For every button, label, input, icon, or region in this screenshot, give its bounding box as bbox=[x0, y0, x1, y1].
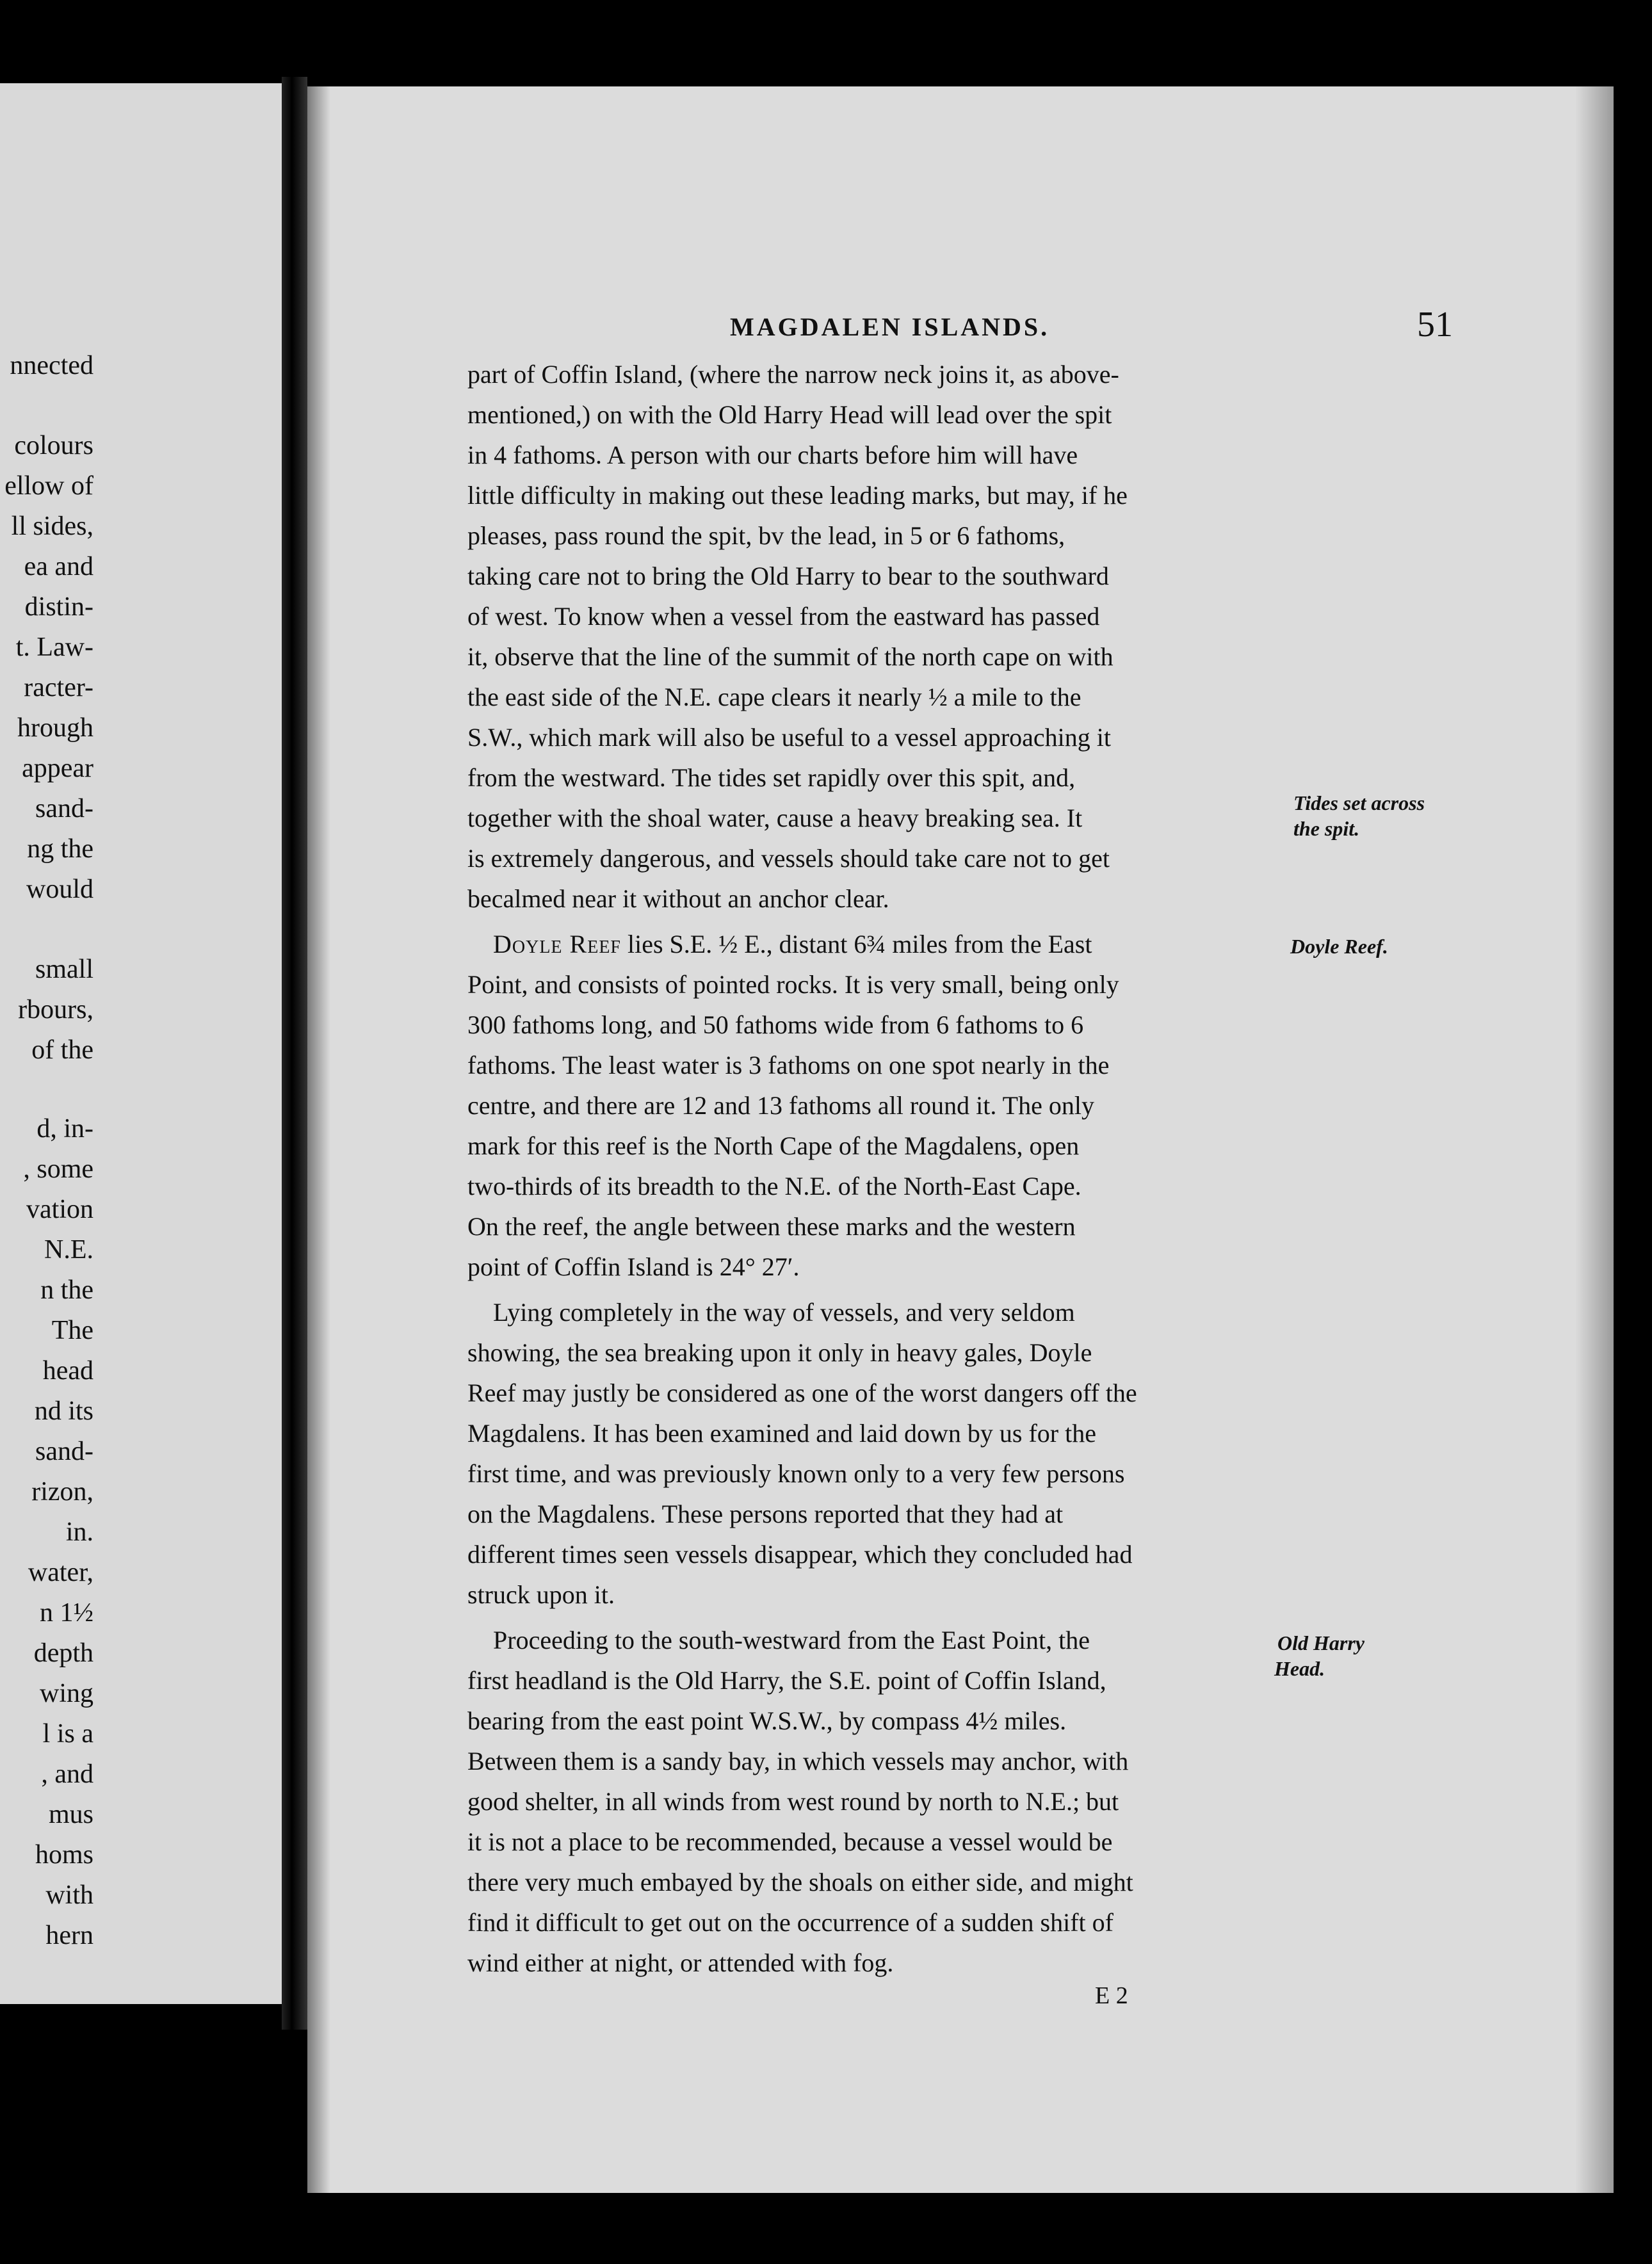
text-line: find it difficult to get out on the occurrence of a sudden shift of bbox=[467, 1908, 1113, 1937]
left-fragment: sand- bbox=[35, 794, 93, 823]
left-fragment: rizon, bbox=[31, 1477, 93, 1507]
book-gutter bbox=[282, 77, 307, 2030]
left-fragment: l is a bbox=[42, 1719, 93, 1749]
left-fragment: ellow of bbox=[4, 471, 93, 501]
left-fragment: racter- bbox=[24, 673, 93, 702]
text-line: first time, and was previously known only to a very few persons bbox=[467, 1459, 1125, 1488]
text-line: little difficulty in making out these leading marks, but may, if he bbox=[467, 481, 1128, 510]
text-line: Reef may justly be considered as one of the worst dangers off the bbox=[467, 1379, 1137, 1407]
left-fragment: ll sides, bbox=[11, 512, 93, 541]
paragraph-first-line bbox=[493, 932, 1092, 957]
left-fragment: of the bbox=[31, 1035, 93, 1065]
left-fragment: ea and bbox=[24, 552, 93, 581]
left-fragment: hrough bbox=[17, 713, 93, 743]
margin-note-tides-cont: the spit. bbox=[1293, 817, 1360, 840]
text-line: Between them is a sandy bay, in which vessels may anchor, with bbox=[467, 1747, 1129, 1775]
left-fragment: n 1½ bbox=[40, 1598, 93, 1628]
left-fragment: d, in- bbox=[36, 1114, 93, 1144]
left-fragment: depth bbox=[33, 1638, 93, 1668]
text-line: it is not a place to be recommended, because a vessel would be bbox=[467, 1827, 1113, 1856]
text-line: fathoms. The least water is 3 fathoms on one spot nearly in the bbox=[467, 1051, 1110, 1079]
text-line: lies S.E. ½ E., distant 6¾ miles from the East bbox=[628, 930, 1092, 958]
left-fragment: homs bbox=[35, 1840, 93, 1870]
left-fragment: wing bbox=[40, 1679, 93, 1708]
text-line: mentioned,) on with the Old Harry Head will lead over the spit bbox=[467, 400, 1112, 429]
text-line: Point, and consists of pointed rocks. It is very small, being only bbox=[467, 970, 1119, 999]
left-facing-page bbox=[0, 83, 282, 2004]
left-fragment: rbours, bbox=[18, 995, 93, 1024]
margin-note-old-harry: Old Harry bbox=[1277, 1631, 1365, 1654]
left-fragment: vation bbox=[26, 1195, 93, 1224]
left-fragment: mus bbox=[48, 1800, 93, 1829]
left-fragment: small bbox=[35, 955, 93, 984]
left-fragment: , some bbox=[23, 1154, 93, 1184]
margin-note-tides: Tides set across bbox=[1293, 791, 1425, 814]
left-fragment: in. bbox=[65, 1517, 93, 1547]
left-fragment: sand- bbox=[35, 1437, 93, 1466]
text-line: S.W., which mark will also be useful to a vessel approaching it bbox=[467, 723, 1111, 752]
text-line: Lying completely in the way of vessels, and very seldom bbox=[493, 1298, 1075, 1327]
text-line: Magdalens. It has been examined and laid down by us for the bbox=[467, 1419, 1096, 1448]
text-line: is extremely dangerous, and vessels should take care not to get bbox=[467, 844, 1110, 873]
text-line: two-thirds of its breadth to the N.E. of the North-East Cape. bbox=[467, 1172, 1081, 1201]
margin-note-doyle-reef: Doyle Reef. bbox=[1290, 935, 1388, 958]
signature-mark: E 2 bbox=[1095, 1982, 1128, 2009]
running-head: MAGDALEN ISLANDS. bbox=[730, 312, 1050, 341]
text-line: 300 fathoms long, and 50 fathoms wide from 6 fathoms to 6 bbox=[467, 1010, 1084, 1039]
text-line: together with the shoal water, cause a heavy breaking sea. It bbox=[467, 804, 1083, 832]
left-fragment: distin- bbox=[24, 592, 93, 622]
left-fragment: The bbox=[51, 1316, 93, 1345]
text-line: mark for this reef is the North Cape of the Magdalens, open bbox=[467, 1131, 1080, 1160]
left-fragment: nnected bbox=[10, 351, 93, 380]
text-line: from the westward. The tides set rapidly over this spit, and, bbox=[467, 763, 1076, 792]
doyle-reef-heading: Doyle Reef bbox=[493, 930, 621, 958]
text-line: there very much embayed by the shoals on either side, and might bbox=[467, 1868, 1133, 1896]
text-line: Proceeding to the south-westward from the East Point, the bbox=[493, 1626, 1090, 1654]
left-fragment: hern bbox=[45, 1921, 93, 1950]
left-fragment: ng the bbox=[27, 834, 93, 864]
left-fragment: N.E. bbox=[44, 1235, 93, 1265]
text-line: centre, and there are 12 and 13 fathoms all round it. The only bbox=[467, 1091, 1094, 1120]
left-fragment: appear bbox=[22, 754, 93, 783]
margin-note-old-harry-cont: Head. bbox=[1274, 1657, 1325, 1680]
text-line: first headland is the Old Harry, the S.E. point of Coffin Island, bbox=[467, 1666, 1106, 1695]
page-edge-shadow bbox=[1575, 86, 1614, 2193]
text-line: bearing from the east point W.S.W., by compass 4½ miles. bbox=[467, 1706, 1067, 1735]
left-fragment: colours bbox=[14, 431, 93, 460]
text-line: showing, the sea breaking upon it only in heavy gales, Doyle bbox=[467, 1338, 1092, 1367]
page-edge-shadow bbox=[307, 86, 330, 2193]
text-line: it, observe that the line of the summit of the north cape on with bbox=[467, 642, 1113, 671]
left-fragment: t. Law- bbox=[15, 633, 93, 662]
left-fragment: water, bbox=[28, 1558, 93, 1587]
text-line: part of Coffin Island, (where the narrow neck joins it, as above- bbox=[467, 360, 1119, 389]
left-page-text-fragments bbox=[0, 83, 93, 2004]
left-fragment: , and bbox=[41, 1759, 93, 1789]
text-line: the east side of the N.E. cape clears it nearly ½ a mile to the bbox=[467, 683, 1081, 711]
text-line: pleases, pass round the spit, bv the lead, in 5 or 6 fathoms, bbox=[467, 521, 1065, 550]
main-page bbox=[307, 86, 1614, 2193]
text-line: wind either at night, or attended with fog. bbox=[467, 1948, 894, 1977]
text-line: in 4 fathoms. A person with our charts before him will have bbox=[467, 441, 1078, 469]
text-line: taking care not to bring the Old Harry to bear to the southward bbox=[467, 562, 1109, 590]
text-line: On the reef, the angle between these marks and the western bbox=[467, 1212, 1076, 1241]
text-line: becalmed near it without an anchor clear. bbox=[467, 884, 889, 913]
left-fragment: would bbox=[26, 875, 93, 904]
left-fragment: head bbox=[42, 1356, 93, 1386]
text-line: on the Magdalens. These persons reported that they had at bbox=[467, 1500, 1064, 1528]
left-fragment: nd its bbox=[34, 1396, 93, 1426]
text-line: of west. To know when a vessel from the eastward has passed bbox=[467, 602, 1100, 631]
text-line: good shelter, in all winds from west round by north to N.E.; but bbox=[467, 1787, 1119, 1816]
left-fragment: with bbox=[45, 1880, 93, 1910]
page-number: 51 bbox=[1417, 305, 1453, 344]
text-line: point of Coffin Island is 24° 27′. bbox=[467, 1252, 800, 1281]
left-fragment: n the bbox=[40, 1275, 93, 1305]
text-line: struck upon it. bbox=[467, 1580, 615, 1609]
text-line: different times seen vessels disappear, which they concluded had bbox=[467, 1540, 1133, 1569]
